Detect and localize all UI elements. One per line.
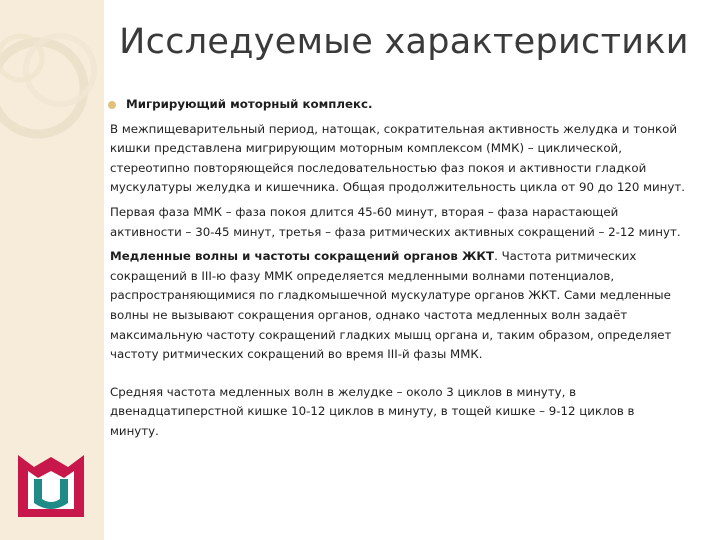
bullet-item <box>110 95 685 115</box>
paragraph-mmc-phases: Первая фаза ММК – фаза покоя длится 45-60 минут, вторая – фаза нарастающей активности – 30-45 минут, третья – фаза ритмических активных сокращений – 2-12 минут. <box>110 204 681 239</box>
slide-title: Исследуемые характеристики <box>119 22 689 62</box>
slow-waves-heading: Медленные волны и частоты сокращений органов ЖКТ <box>110 249 495 264</box>
bullet-heading: Мигрирующий моторный комплекс. <box>126 97 373 111</box>
paragraph-wave-frequency: Средняя частота медленных волн в желудке – около 3 циклов в минуту, в двенадцатиперстной кишке 10-12 циклов в минуту, в тощей кишке – 9-12 циклов в минуту. <box>110 384 635 438</box>
slow-waves-text: . Частота ритмических сокращений в III-ю фазу ММК определяется медленными волнами потенциалов, распространяющимися по гладкомышечной мускулатуре органов ЖКТ. Сами медленные волны не вызывают сокращения органов, однако частота медленных волн задаёт максимальную частоту сокращений гладких мышц органа и, таким образом, определяет частоту ритмических сокращений во время III-й фазы ММК. <box>110 249 672 362</box>
bullet-icon <box>108 101 116 109</box>
paragraph-slow-waves <box>110 247 685 365</box>
slide-content <box>110 95 685 447</box>
paragraph-mmc-intro: В межпищеварительный период, натощак, сократительная активность желудка и тонкой кишки представлена мигрирующим моторным комплексом (ММК) – циклической, стереотипно повторяющейся последовательностью фаз покоя и активности гладкой мускулатуры желудка и кишечника. Общая продолжительность цикла от 90 до 120 минут. <box>110 121 685 195</box>
university-logo-icon <box>10 445 92 527</box>
